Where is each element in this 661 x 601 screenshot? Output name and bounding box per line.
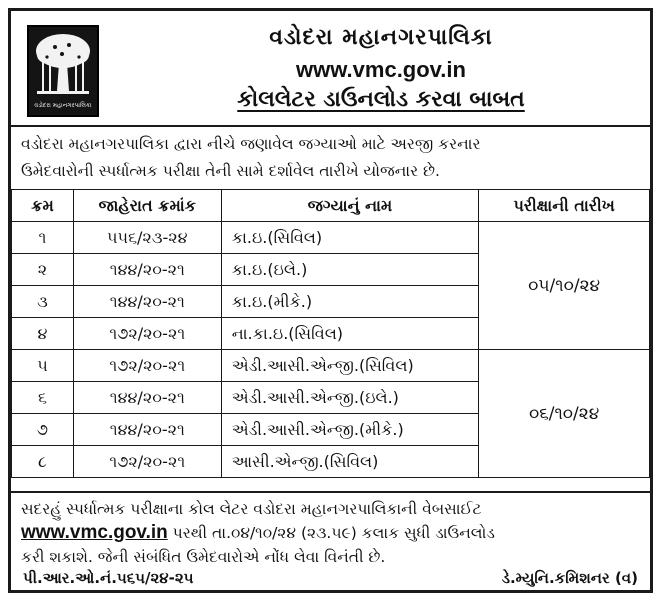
post-cell: કા.ઇ.(ઇલે.): [221, 254, 479, 286]
post-cell: એડી.આસી.એન્જી.(સિવિલ): [221, 350, 479, 382]
footer-line-1: સદરહું સ્પર્ધાત્મક પરીક્ષાના કોલ લેટર વડોદરા મહાનગરપાલિકાની વેબસાઈટ: [21, 500, 482, 518]
advertisement-cell: ૧૭૨/૨૦-૨૧: [73, 350, 221, 382]
signatory: ડે.મ્યુનિ.કમિશનર (વ): [501, 569, 638, 587]
intro-paragraph: [11, 125, 650, 189]
notice-subject: કોલલેટર ડાઉનલોડ કરવા બાબત: [237, 87, 525, 112]
pro-number: પી.આર.ઓ.નં.૫૬૫/૨૪-૨૫: [23, 569, 194, 587]
table-row: [12, 350, 650, 382]
exam-date-cell: ૦૫/૧૦/૨૪: [479, 222, 650, 350]
advertisement-cell: ૧૪૪/૨૦-૨૧: [73, 414, 221, 446]
header-post-name: જગ્યાનું નામ: [221, 190, 479, 222]
logo-caption: વડોદરા મહાનગરપાલિકા: [34, 102, 92, 109]
post-cell: એડી.આસી.એન્જી.(મીકે.): [221, 414, 479, 446]
post-cell: ના.કા.ઇ.(સિવિલ): [221, 318, 479, 350]
footer-website-link[interactable]: www.vmc.gov.in: [21, 522, 168, 543]
table-row: [12, 222, 650, 254]
post-cell: કા.ઇ.(સિવિલ): [221, 222, 479, 254]
table-header-row: [12, 190, 650, 222]
footer-line-2-text: પરથી તા.૦૪/૧૦/૨૪ (૨૩.૫૯) કલાક સુધી ડાઉનલોડ: [167, 524, 495, 542]
post-cell: કા.ઇ.(મીકે.): [221, 286, 479, 318]
serial-cell: ૨: [12, 254, 74, 286]
serial-cell: ૫: [12, 350, 74, 382]
page-title: વડોદરા મહાનગરપાલિકા: [269, 25, 493, 50]
serial-cell: ૭: [12, 414, 74, 446]
exam-schedule-table: [11, 189, 650, 478]
header-exam-date: પરીક્ષાની તારીખ: [479, 190, 650, 222]
advertisement-cell: ૧૭૨/૨૦-૨૧: [73, 318, 221, 350]
header: [11, 11, 650, 123]
footer-line-2: [21, 521, 640, 545]
footer-line-3: કરી શકાશે. જેની સંબંધિત ઉમેદવારોએ નોંધ લેવા વિનંતી છે.: [21, 548, 386, 566]
intro-line-1: વડોદરા મહાનગરપાલિકા દ્વારા નીચે જણાવેલ જગ્યાઓ માટે અરજી કરનાર: [21, 135, 481, 153]
advertisement-cell: ૧૪૪/૨૦-૨૧: [73, 254, 221, 286]
signature-row: [11, 569, 650, 593]
advertisement-cell: ૧૭૨/૨૦-૨૧: [73, 446, 221, 478]
serial-cell: ૪: [12, 318, 74, 350]
serial-cell: ૧: [12, 222, 74, 254]
serial-cell: ૮: [12, 446, 74, 478]
header-serial: ક્રમ: [12, 190, 74, 222]
vmc-logo: [27, 25, 99, 117]
advertisement-frame: [8, 8, 653, 593]
advertisement-cell: ૧૪૪/૨૦-૨૧: [73, 382, 221, 414]
exam-date-cell: ૦૬/૧૦/૨૪: [479, 350, 650, 478]
advertisement-cell: ૧૪૪/૨૦-૨૧: [73, 286, 221, 318]
post-cell: આસી.એન્જી.(સિવિલ): [221, 446, 479, 478]
serial-cell: ૬: [12, 382, 74, 414]
post-cell: એડી.આસી.એન્જી.(ઇલે.): [221, 382, 479, 414]
intro-line-2: ઉમેદવારોની સ્પર્ધાત્મક પરીક્ષા તેની સામે દર્શાવેલ તારીખે યોજનાર છે.: [21, 162, 440, 180]
serial-cell: ૩: [12, 286, 74, 318]
website-url: www.vmc.gov.in: [296, 57, 466, 82]
header-advertisement-no: જાહેરાત ક્રમાંક: [73, 190, 221, 222]
advertisement-cell: ૫૫૬/૨૩-૨૪: [73, 222, 221, 254]
